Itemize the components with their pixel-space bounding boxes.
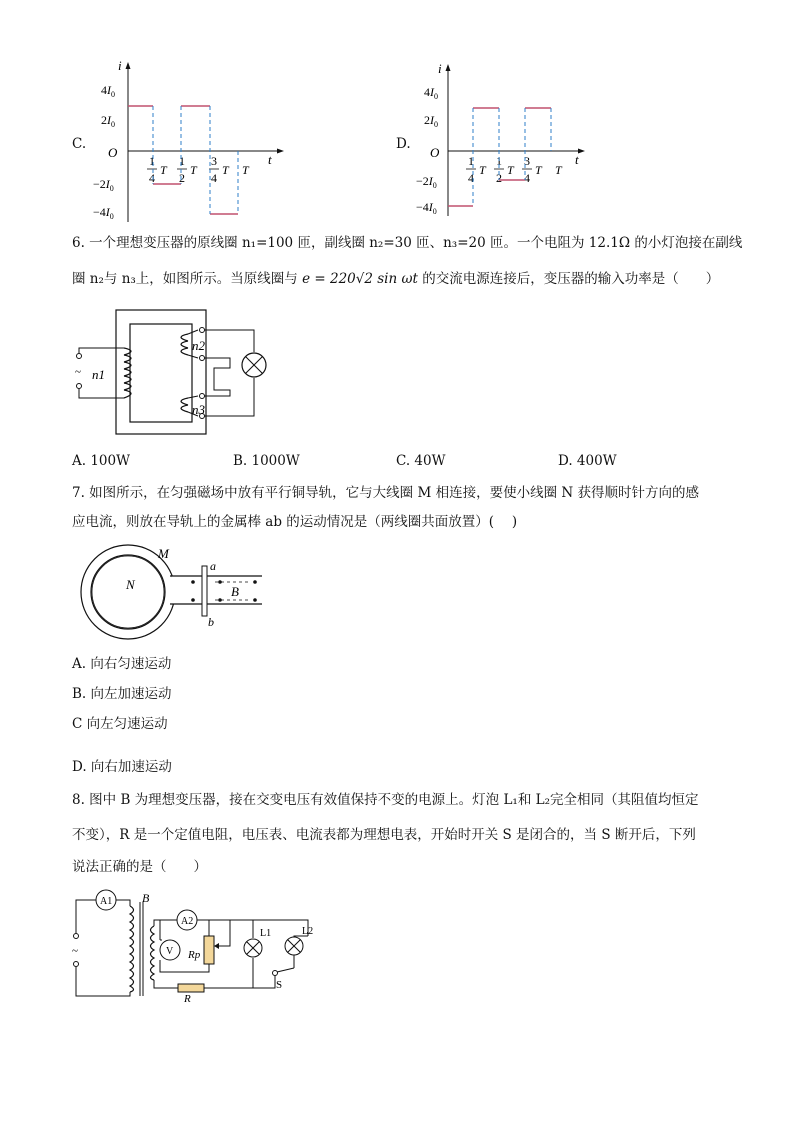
q7-rod-ab — [202, 566, 207, 616]
svg-text:1: 1 — [468, 154, 474, 168]
q6-option-a[interactable]: A. 100W — [72, 453, 130, 469]
svg-text:T: T — [555, 163, 562, 177]
q6-formula: e = 220√2 sin ωt — [302, 271, 418, 287]
q6-transformer-figure — [72, 306, 292, 440]
svg-text:−4I0: $-4I_0$ — [416, 200, 437, 216]
q7-option-b[interactable]: B. 向左加速运动 — [72, 686, 172, 702]
q7-option-d[interactable]: D. 向右加速运动 — [72, 759, 172, 775]
q6-text-line2 — [72, 268, 719, 290]
q8-text-line3: 说法正确的是（ ） — [72, 859, 207, 875]
svg-text:4: 4 — [468, 171, 474, 185]
svg-text:1: 1 — [149, 154, 155, 168]
svg-text:T: T — [479, 163, 486, 177]
q6-text-line2-b: 的交流电源连接后，变压器的输入功率是（ ） — [422, 271, 720, 287]
svg-text:T: T — [222, 163, 229, 177]
q8-circuit-figure — [70, 888, 330, 1002]
q6-n1-label: n1 — [92, 367, 105, 382]
svg-text:2I0: $2I_0$ — [101, 113, 115, 129]
q8-rheostat-rp — [204, 936, 214, 964]
q7-coil-figure — [70, 540, 270, 640]
q8-l1-label: L1 — [260, 928, 272, 939]
q8-source-symbol: ~ — [72, 945, 78, 957]
graph-c-y-label: i — [118, 58, 122, 73]
svg-text:A2: A2 — [181, 916, 194, 927]
svg-text:T: T — [535, 163, 542, 177]
svg-text:T: T — [242, 163, 249, 177]
svg-text:3: 3 — [211, 154, 217, 168]
graph-c-origin: O — [108, 145, 118, 160]
svg-text:−2I0: $-2I_0$ — [93, 177, 114, 193]
q6-text-line1: 6. 一个理想变压器的原线圈 n₁=100 匝，副线圈 n₂=30 匝、n₃=20 匝。一个电阻为 12.1Ω 的小灯泡接在副线 — [72, 235, 743, 251]
svg-text:3: 3 — [524, 154, 530, 168]
svg-text:A1: A1 — [100, 896, 113, 907]
q8-text-line2: 不变），R 是一个定值电阻，电压表、电流表都为理想电表，开始时开关 S 是闭合的，当 S 断开后，下列 — [72, 827, 696, 843]
svg-text:4I0: $4I_0$ — [424, 85, 438, 101]
option-c-label: C. — [72, 136, 87, 152]
q6-option-d[interactable]: D. 400W — [558, 453, 617, 469]
svg-text:2I0: $2I_0$ — [424, 113, 438, 129]
graph-c — [80, 58, 290, 228]
svg-text:4: 4 — [211, 171, 217, 185]
svg-text:2: 2 — [179, 171, 185, 185]
q7-m-label: M — [158, 546, 169, 561]
q8-l2-label: L2 — [302, 926, 314, 937]
svg-text:−4I0: $-4I_0$ — [93, 205, 114, 221]
q7-text-line1: 7. 如图所示，在匀强磁场中放有平行铜导轨，它与大线圈 M 相连接，要使小线圈 N 获得顺时针方向的感 — [72, 485, 699, 501]
q7-b-field-label: B — [231, 584, 239, 599]
svg-text:2: 2 — [496, 171, 502, 185]
q8-rp-label: Rp — [188, 949, 201, 961]
q6-option-c[interactable]: C. 40W — [396, 453, 446, 469]
svg-text:4: 4 — [524, 171, 530, 185]
q6-n2-label: n2 — [192, 338, 205, 353]
q8-r-label: R — [184, 993, 191, 1002]
graph-d-y-label: i — [438, 61, 442, 76]
q6-option-b[interactable]: B. 1000W — [233, 453, 300, 469]
graph-d-origin: O — [430, 145, 440, 160]
graph-d — [405, 58, 595, 223]
q7-n-label: N — [126, 577, 135, 592]
q8-b-label: B — [142, 891, 150, 905]
svg-text:4: 4 — [149, 171, 155, 185]
q7-option-c[interactable]: C 向左匀速运动 — [72, 716, 168, 732]
svg-text:4I0: $4I_0$ — [101, 83, 115, 99]
svg-text:−2I0: $-2I_0$ — [416, 174, 437, 190]
q8-text-line1: 8. 图中 B 为理想变压器，接在交变电压有效值保持不变的电源上。灯泡 L₁和 L₂完全相同（其阻值均恒定 — [72, 792, 699, 808]
svg-text:T: T — [507, 163, 514, 177]
q7-option-a[interactable]: A. 向右匀速运动 — [72, 656, 172, 672]
q6-n3-label: n3 — [192, 402, 205, 417]
svg-text:T: T — [160, 163, 167, 177]
q7-text-line2: 应电流，则放在导轨上的金属棒 ab 的运动情况是（两线圈共面放置）( ) — [72, 514, 518, 530]
q6-source-symbol: ~ — [75, 366, 81, 378]
svg-text:1: 1 — [179, 154, 185, 168]
svg-text:V: V — [166, 946, 174, 957]
q6-text-line2-a: 圈 n₂与 n₃上，如图所示。当原线圈与 — [72, 271, 298, 287]
q8-switch-s — [277, 968, 294, 972]
option-d-label: D. — [396, 136, 411, 152]
q8-resistor-r — [178, 984, 204, 992]
graph-d-x-label: t — [575, 152, 579, 167]
svg-text:1: 1 — [496, 154, 502, 168]
svg-text:T: T — [190, 163, 197, 177]
q7-a-label: a — [210, 559, 216, 573]
q7-b-label: b — [208, 615, 214, 629]
graph-c-x-label: t — [268, 152, 272, 167]
q8-s-label: S — [276, 979, 283, 991]
